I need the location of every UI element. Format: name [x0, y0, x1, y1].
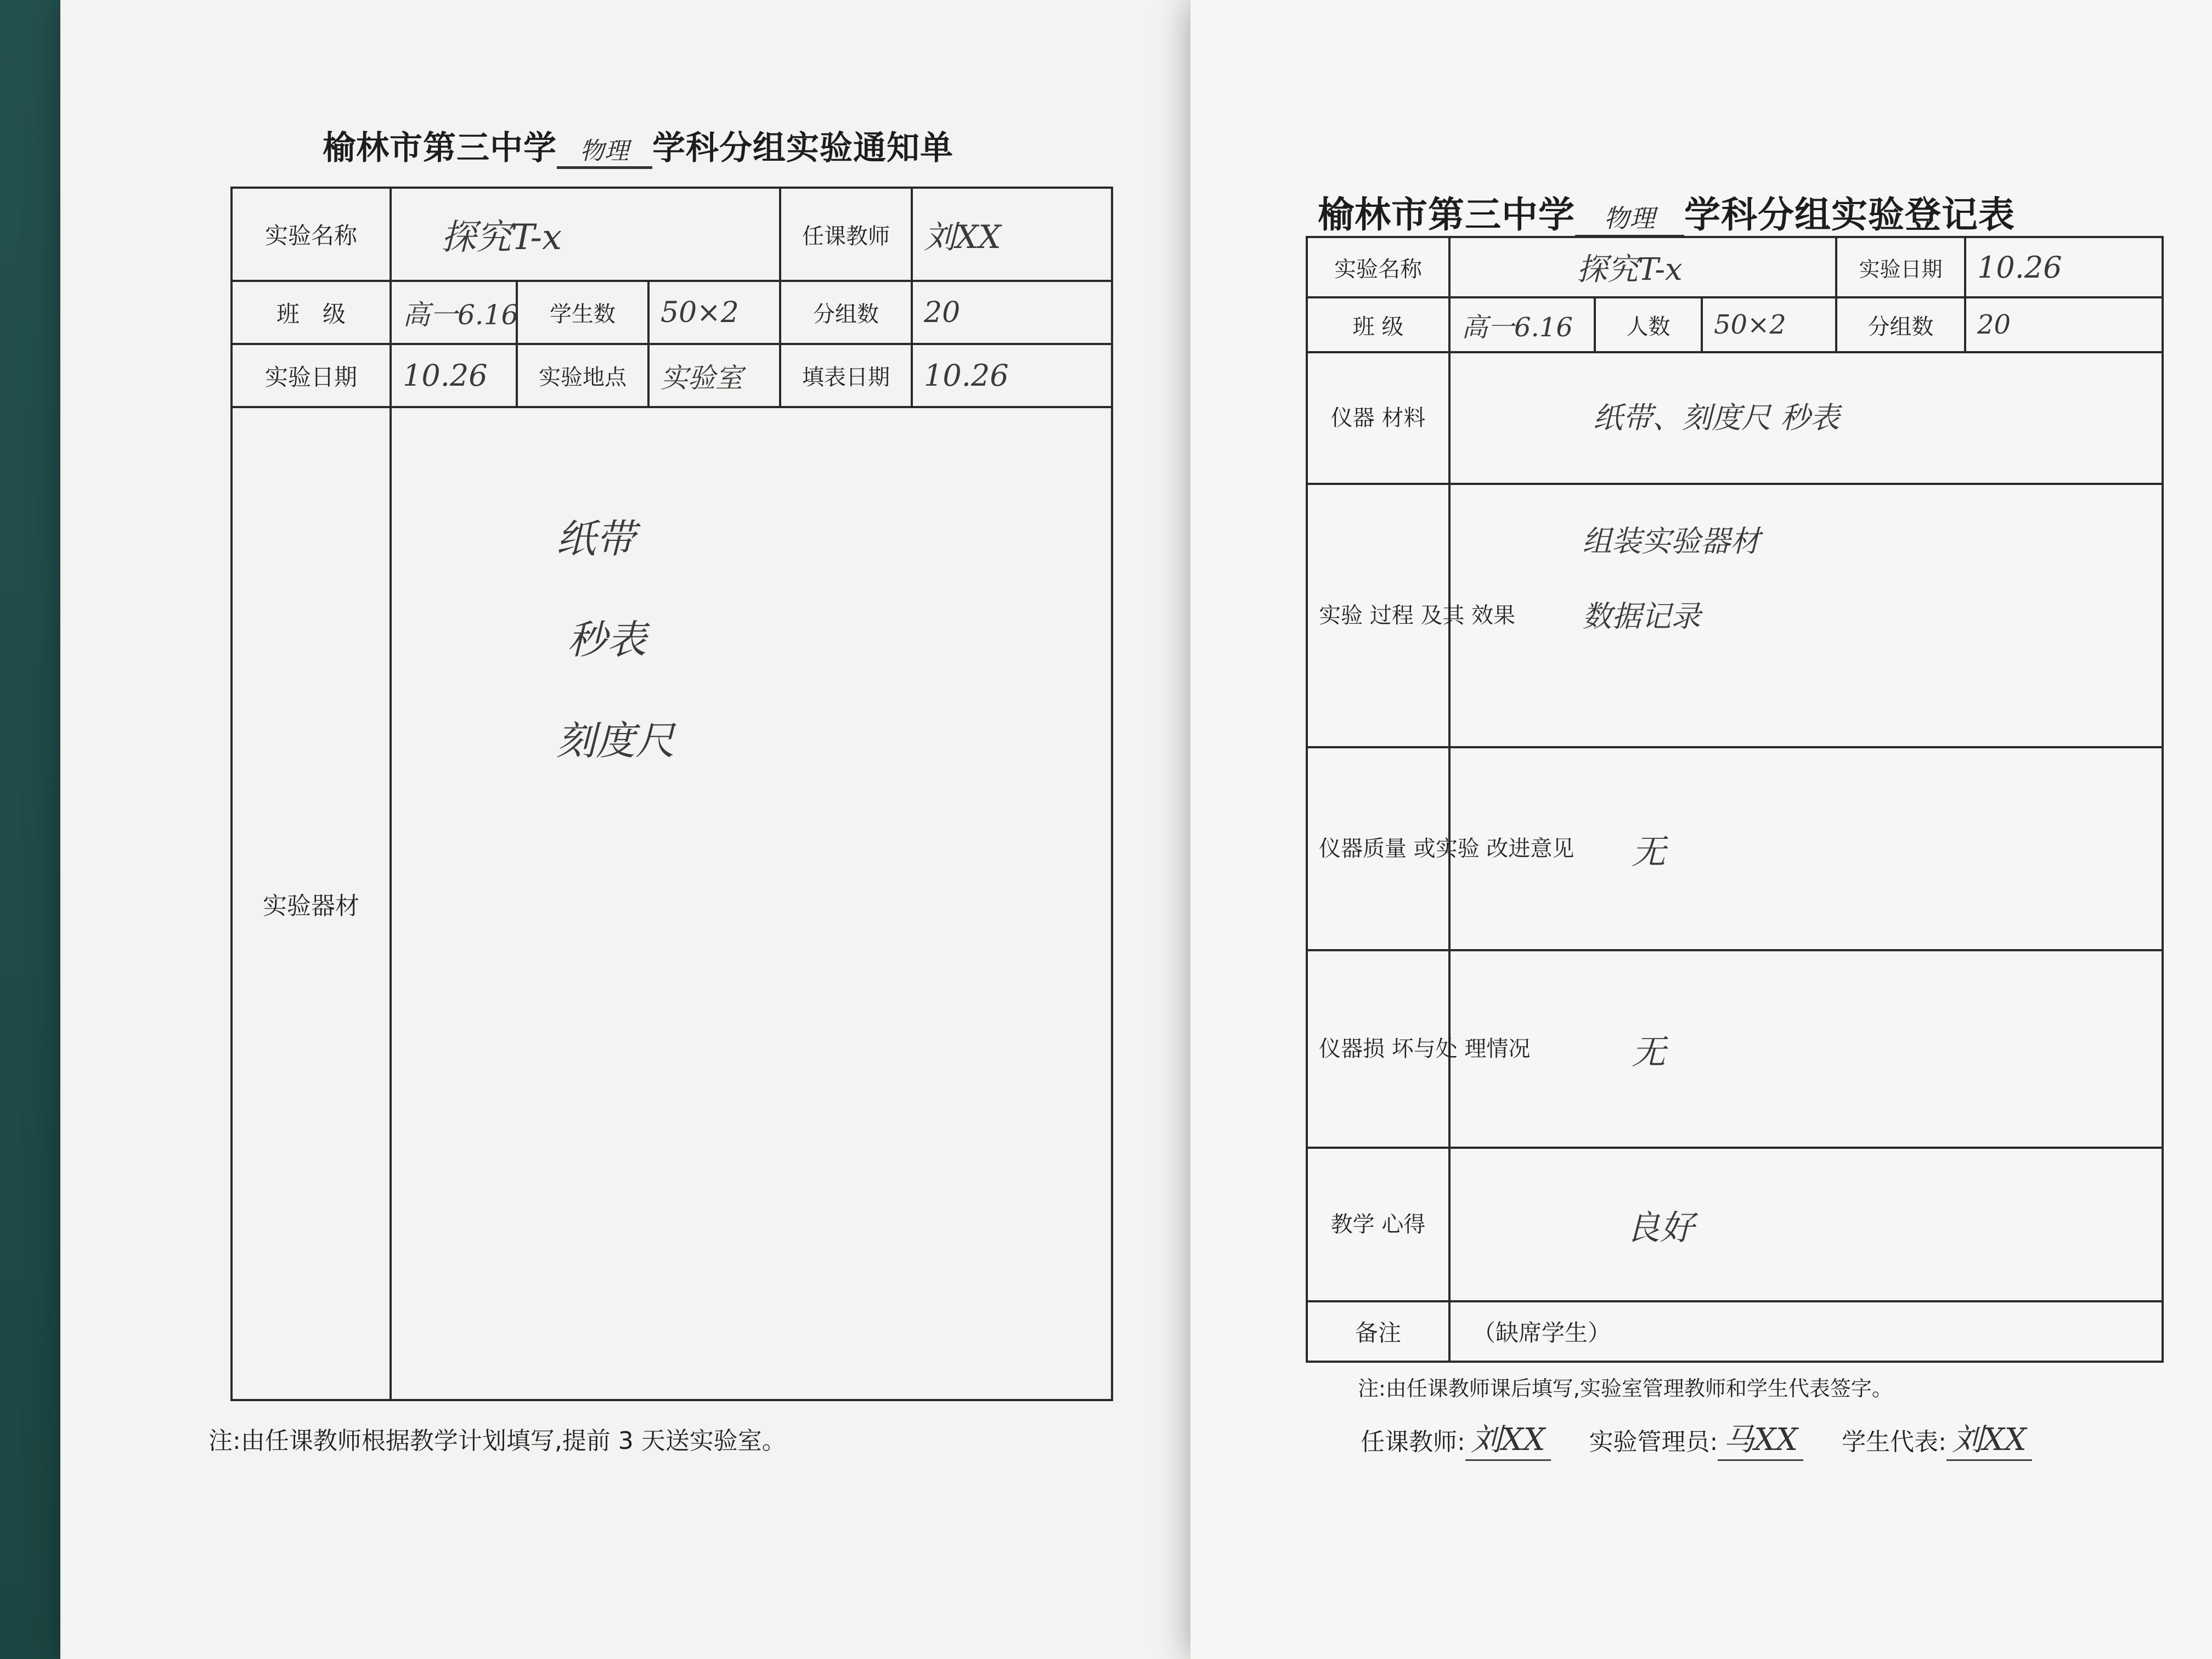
notice-value-group-count: 20 — [912, 281, 1112, 344]
register-label-people-count: 人数 — [1595, 297, 1702, 352]
register-label-class: 班 级 — [1307, 297, 1449, 352]
notice-equipment-item-3: 刻度尺 — [556, 718, 675, 764]
register-value-experiment-date: 10.26 — [1965, 237, 2163, 297]
notice-row-equipment — [232, 407, 1112, 1400]
register-label-process: 实验 过程 及其 效果 — [1307, 484, 1449, 747]
register-label-experiment-name: 实验名称 — [1307, 237, 1449, 297]
notice-row-date — [232, 344, 1112, 407]
notice-label-equipment: 实验器材 — [232, 407, 391, 1400]
register-value-materials: 纸带、刻度尺 秒表 — [1449, 352, 2163, 484]
register-label-experiment-date: 实验日期 — [1836, 237, 1965, 297]
register-row-materials — [1307, 352, 2163, 484]
register-label-group-count: 分组数 — [1836, 297, 1965, 352]
register-title-subject: 物理 — [1575, 199, 1684, 238]
notice-title-prefix: 榆林市第三中学 — [323, 129, 557, 167]
signature-label-student: 学生代表: — [1842, 1428, 1946, 1456]
register-value-process-line2: 数据记录 — [1582, 599, 1701, 634]
notice-label-experiment-date: 实验日期 — [232, 344, 391, 407]
notice-title-subject: 物理 — [557, 131, 652, 169]
notice-value-experiment-date: 10.26 — [391, 344, 517, 407]
notice-table — [230, 187, 1113, 1401]
notice-label-location: 实验地点 — [517, 344, 648, 407]
register-label-remarks: 备注 — [1307, 1301, 1449, 1362]
register-value-class: 高一6.16 — [1449, 297, 1595, 352]
register-value-process-line1: 组装实验器材 — [1582, 524, 1760, 558]
signature-label-teacher: 任课教师: — [1361, 1428, 1465, 1456]
signature-teacher: 刘XX — [1465, 1415, 1551, 1461]
register-row-remarks — [1307, 1301, 2163, 1362]
register-row-reflection — [1307, 1148, 2163, 1301]
notice-value-location: 实验室 — [648, 344, 780, 407]
register-signature-row — [1361, 1415, 2070, 1461]
register-row-quality — [1307, 747, 2163, 950]
register-label-reflection: 教学 心得 — [1307, 1148, 1449, 1301]
notice-value-teacher: 刘XX — [912, 188, 1112, 281]
notice-label-student-count: 学生数 — [517, 281, 648, 344]
register-label-damage: 仪器损 坏与处 理情况 — [1307, 950, 1449, 1148]
register-table — [1306, 236, 2164, 1363]
notice-value-fill-date: 10.26 — [912, 344, 1112, 407]
notice-label-teacher: 任课教师 — [780, 188, 912, 281]
notice-equipment-item-1: 纸带 — [556, 516, 636, 562]
register-row-damage — [1307, 950, 2163, 1148]
register-value-reflection: 良好 — [1449, 1148, 2163, 1301]
register-row-process — [1307, 484, 2163, 747]
register-value-people-count: 50×2 — [1702, 297, 1836, 352]
register-sheet — [1190, 0, 2212, 1659]
notice-equipment-area — [391, 407, 1112, 1400]
register-value-damage: 无 — [1449, 950, 2163, 1148]
notice-equipment-item-2: 秒表 — [567, 617, 647, 663]
signature-student: 刘XX — [1946, 1415, 2032, 1461]
register-title-suffix: 学科分组实验登记表 — [1684, 193, 2015, 236]
notice-label-experiment-name: 实验名称 — [232, 188, 391, 281]
notice-value-experiment-name: 探究T-x — [391, 188, 780, 281]
register-value-group-count: 20 — [1965, 297, 2163, 352]
register-process-area — [1449, 484, 2163, 747]
notice-label-fill-date: 填表日期 — [780, 344, 912, 407]
register-row-name — [1307, 237, 2163, 297]
signature-label-admin: 实验管理员: — [1589, 1428, 1718, 1456]
notice-title — [323, 122, 953, 169]
notice-value-student-count: 50×2 — [648, 281, 780, 344]
register-label-quality: 仪器质量 或实验 改进意见 — [1307, 747, 1449, 950]
notice-title-suffix: 学科分组实验通知单 — [652, 129, 953, 167]
register-label-materials: 仪器 材料 — [1307, 352, 1449, 484]
register-value-quality: 无 — [1449, 747, 2163, 950]
register-title-prefix: 榆林市第三中学 — [1318, 193, 1575, 236]
signature-admin: 马XX — [1718, 1415, 1803, 1461]
notice-sheet — [60, 0, 1243, 1659]
register-footnote: 注:由任课教师课后填写,实验室管理教师和学生代表签字。 — [1358, 1376, 1893, 1401]
register-row-class — [1307, 297, 2163, 352]
notice-row-class — [232, 281, 1112, 344]
notice-row-name — [232, 188, 1112, 281]
register-title — [1318, 185, 2015, 238]
register-value-remarks: （缺席学生） — [1449, 1301, 2163, 1362]
notice-footnote: 注:由任课教师根据教学计划填写,提前 3 天送实验室。 — [208, 1427, 786, 1455]
notice-value-class: 高一6.16 — [391, 281, 517, 344]
notice-label-class: 班 级 — [232, 281, 391, 344]
register-value-experiment-name: 探究T-x — [1449, 237, 1836, 297]
notice-label-group-count: 分组数 — [780, 281, 912, 344]
